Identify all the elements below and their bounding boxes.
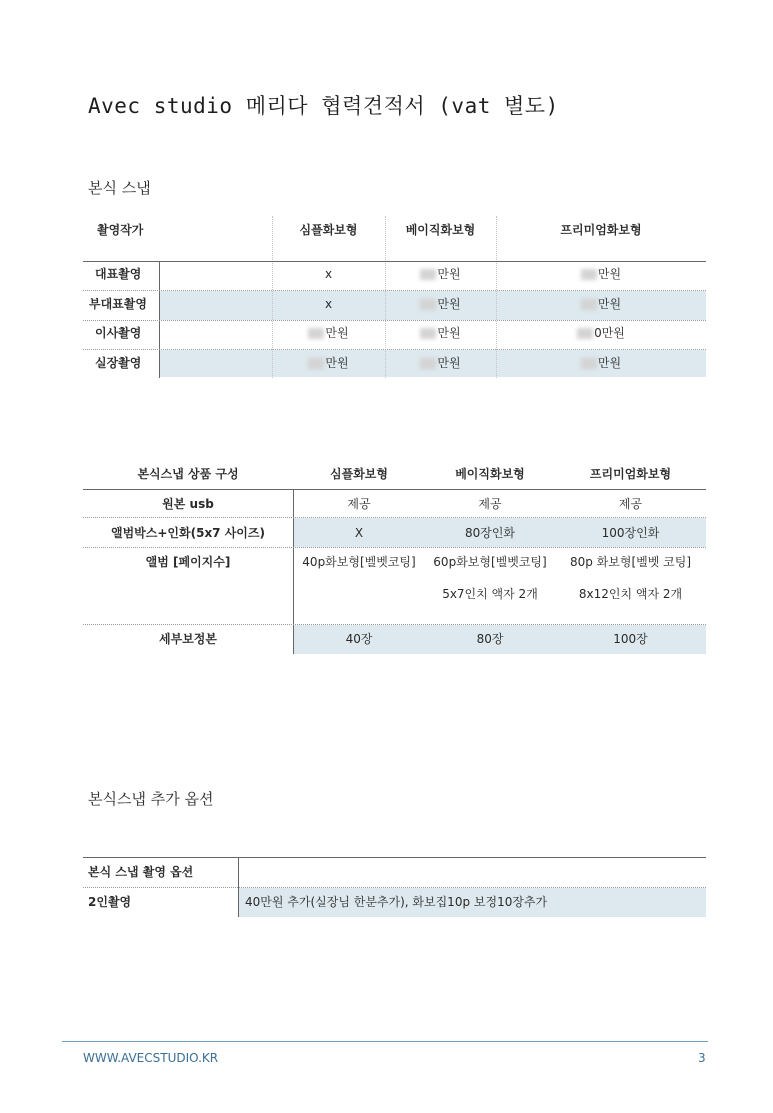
page-title: Avec studio 메리다 협력견적서 (vat 별도) xyxy=(88,94,559,118)
redacted-value xyxy=(420,269,436,280)
row-separator xyxy=(83,624,706,625)
row-label: 세부보정본 xyxy=(159,632,217,646)
redacted-value xyxy=(581,358,597,369)
package-cell: X xyxy=(354,526,364,540)
header-simple: 심플화보형 xyxy=(299,223,358,237)
package-cell: 40p화보형[벨벳코팅] xyxy=(302,555,416,569)
price-cell: 만원 xyxy=(496,296,706,312)
redacted-value xyxy=(420,299,436,310)
redacted-value xyxy=(581,269,597,280)
header-basic: 베이직화보형 xyxy=(405,223,476,237)
package-cell: 100장인화 xyxy=(601,526,660,540)
package-cell: 제공 xyxy=(618,497,643,511)
price-cell: x xyxy=(324,267,333,281)
table-rule xyxy=(83,261,706,262)
price-cell: 만원 xyxy=(385,296,496,312)
price-cell: 만원 xyxy=(496,266,706,282)
row-label: 앨범박스+인화(5x7 사이즈) xyxy=(111,526,265,540)
price-cell: 만원 xyxy=(272,355,385,371)
package-cell: 60p화보형[벨벳코팅] xyxy=(433,555,547,569)
row-label: 이사촬영 xyxy=(95,326,142,340)
price-cell: 만원 xyxy=(385,266,496,282)
header-photographer: 촬영작가 xyxy=(97,223,144,237)
package-cell: 5x7인치 액자 2개 xyxy=(442,587,538,601)
table-rule xyxy=(83,489,706,490)
package-cell: 80장 xyxy=(476,632,504,646)
footer-rule xyxy=(62,1041,708,1042)
price-cell: 만원 xyxy=(385,325,496,341)
redacted-value xyxy=(308,358,324,369)
price-cell: 만원 xyxy=(385,355,496,371)
redacted-value xyxy=(308,328,324,339)
row-label: 부대표촬영 xyxy=(89,297,147,311)
price-cell: 만원 xyxy=(272,325,385,341)
row-label: 원본 usb xyxy=(162,497,214,511)
header-simple: 심플화보형 xyxy=(330,467,388,481)
options-header: 본식 스냅 촬영 옵션 xyxy=(88,865,194,879)
package-cell: 제공 xyxy=(347,497,371,511)
package-cell: 80장인화 xyxy=(464,526,516,540)
option-label: 2인촬영 xyxy=(88,895,132,909)
package-cell: 8x12인치 액자 2개 xyxy=(578,587,683,601)
row-separator xyxy=(83,349,706,350)
package-cell: 40장 xyxy=(345,632,373,646)
redacted-value xyxy=(420,328,436,339)
package-cell: 100장 xyxy=(613,632,648,646)
header-premium: 프리미엄화보형 xyxy=(560,223,642,237)
page-number: 3 xyxy=(698,1051,706,1065)
price-cell: 만원 xyxy=(496,355,706,371)
row-label: 대표촬영 xyxy=(95,267,142,281)
row-separator xyxy=(83,517,706,518)
row-separator xyxy=(83,290,706,291)
row-label: 앨범 [페이지수] xyxy=(145,555,231,569)
redacted-value xyxy=(420,358,436,369)
header-premium: 프리미엄화보형 xyxy=(589,467,672,481)
header-package: 본식스냅 상품 구성 xyxy=(137,467,239,481)
option-value: 40만원 추가(실장님 한분추가), 화보집10p 보정10장추가 xyxy=(245,895,548,909)
row-label: 실장촬영 xyxy=(95,356,142,370)
redacted-value xyxy=(581,299,597,310)
package-cell: 80p 화보형[벨벳 코팅] xyxy=(569,555,692,569)
table-rule xyxy=(83,857,706,858)
row-separator xyxy=(83,887,706,888)
section-heading-wedding-snap: 본식 스냅 xyxy=(88,179,151,197)
redacted-value xyxy=(577,328,593,339)
header-basic: 베이직화보형 xyxy=(455,467,525,481)
row-separator xyxy=(83,547,706,548)
package-cell: 제공 xyxy=(478,497,502,511)
price-cell: 0만원 xyxy=(496,325,706,341)
row-separator xyxy=(83,320,706,321)
footer-url[interactable]: WWW.AVECSTUDIO.KR xyxy=(83,1051,219,1065)
section-heading-add-options: 본식스냅 추가 옵션 xyxy=(88,790,214,808)
column-divider xyxy=(293,490,294,654)
price-cell: x xyxy=(324,297,333,311)
